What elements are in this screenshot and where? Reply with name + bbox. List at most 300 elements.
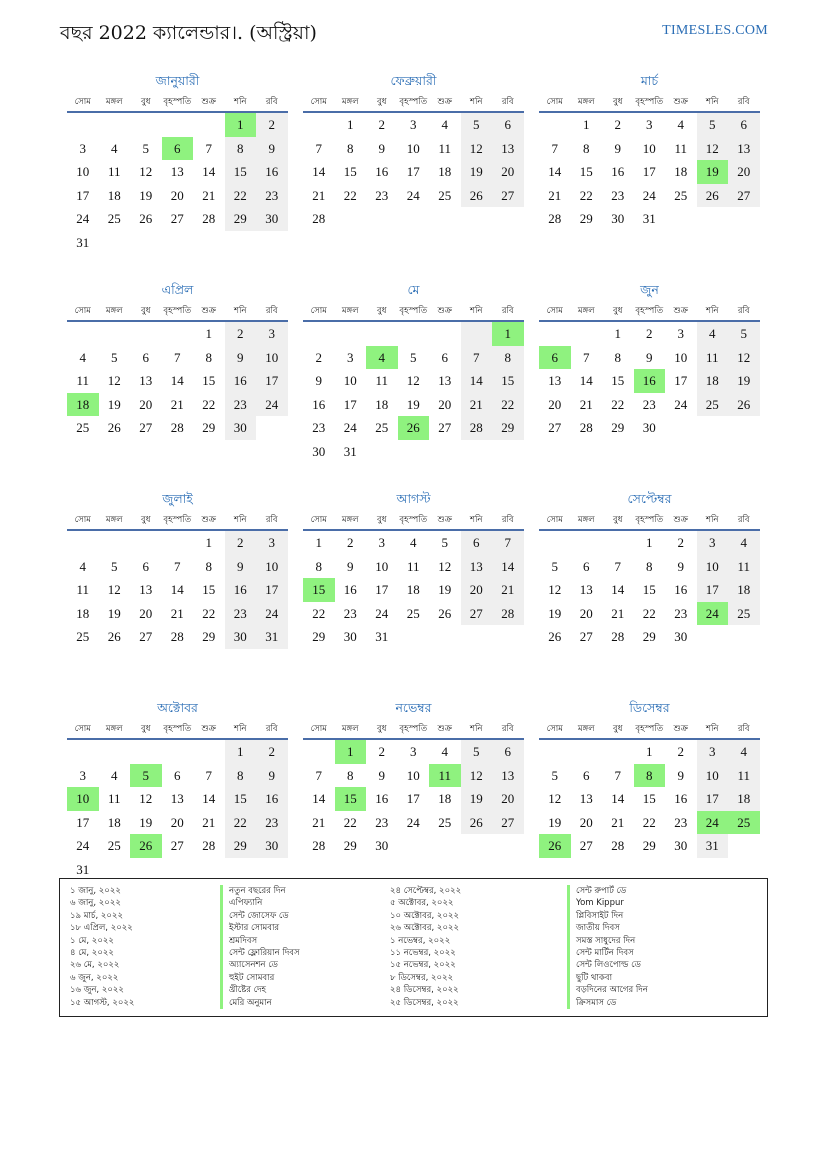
- day-cell: 9: [347, 558, 354, 574]
- day-cell: 6: [492, 113, 524, 137]
- empty-cell: [539, 322, 571, 346]
- empty-cell: [728, 207, 760, 231]
- day-cell: 30: [642, 420, 656, 436]
- empty-cell: [99, 231, 131, 255]
- day-grid: [67, 322, 288, 440]
- day-cell: 12: [697, 137, 729, 161]
- day-cell: 8: [347, 767, 354, 783]
- day-cell: 26: [461, 184, 493, 208]
- holiday-date: ১০ অক্টোবর, ২০২২: [390, 910, 460, 921]
- holiday-day: 18: [67, 393, 99, 417]
- day-cell: 1: [583, 117, 590, 132]
- day-cell: 25: [697, 393, 729, 417]
- day-cell: 12: [548, 582, 562, 598]
- day-cell: 14: [611, 791, 625, 807]
- day-cell: 24: [375, 605, 389, 621]
- day-cell: 9: [225, 346, 257, 370]
- weekday-label: বুধ: [613, 97, 623, 107]
- day-cell: 9: [677, 767, 684, 783]
- holiday-date: ৫ অক্টোবর, ২০২২: [390, 898, 454, 909]
- empty-cell: [67, 322, 99, 346]
- empty-cell: [162, 113, 194, 137]
- holiday-day: 1: [225, 113, 257, 137]
- holiday-date: ২৫ ডিসেম্বর, ২০২২: [390, 997, 459, 1008]
- empty-cell: [335, 207, 367, 231]
- day-cell: 26: [548, 629, 562, 645]
- day-cell: 15: [343, 164, 357, 180]
- day-cell: 27: [728, 184, 760, 208]
- empty-cell: [303, 740, 335, 764]
- day-cell: 3: [79, 767, 86, 783]
- day-cell: 23: [674, 814, 688, 830]
- day-cell: 11: [406, 558, 420, 574]
- day-cell: 27: [461, 602, 493, 626]
- weekday-label: শুক্র: [673, 724, 688, 734]
- holiday-date: ১ নভেম্বর, ২০২২: [390, 935, 451, 946]
- day-cell: 3: [677, 326, 684, 341]
- day-cell: 20: [139, 605, 153, 621]
- holiday-name: প্লিবিসাইট দিন: [567, 910, 648, 922]
- day-cell: 27: [139, 629, 153, 645]
- day-cell: 10: [76, 164, 90, 180]
- day-cell: 22: [312, 605, 326, 621]
- weekday-header: [539, 718, 760, 740]
- day-cell: 28: [461, 416, 493, 440]
- empty-cell: [162, 740, 194, 764]
- day-cell: 22: [343, 187, 357, 203]
- day-cell: 24: [256, 393, 288, 417]
- day-cell: 14: [170, 373, 184, 389]
- weekday-header: [67, 509, 288, 531]
- day-cell: 15: [202, 582, 216, 598]
- day-cell: 19: [548, 814, 562, 830]
- weekday-label: শনি: [705, 306, 719, 316]
- day-cell: 18: [107, 187, 121, 203]
- month-calendar: [303, 488, 524, 697]
- day-cell: 9: [378, 767, 385, 783]
- weekday-label: মঙ্গল: [577, 97, 595, 107]
- day-cell: 2: [225, 531, 257, 555]
- day-cell: 23: [343, 605, 357, 621]
- day-cell: 3: [697, 531, 729, 555]
- day-cell: 2: [378, 744, 385, 759]
- day-cell: 6: [142, 558, 149, 574]
- day-cell: 16: [343, 582, 357, 598]
- day-cell: 7: [614, 558, 621, 574]
- day-cell: 5: [410, 349, 417, 365]
- day-cell: 26: [728, 393, 760, 417]
- day-cell: 3: [79, 140, 86, 156]
- day-cell: 14: [611, 582, 625, 598]
- weekday-label: শনি: [469, 306, 483, 316]
- month-name: ফেব্রুয়ারী: [390, 73, 437, 88]
- day-cell: 24: [256, 602, 288, 626]
- empty-cell: [335, 322, 367, 346]
- holiday-legend: [59, 878, 768, 1017]
- day-cell: 27: [170, 211, 184, 227]
- day-cell: 27: [492, 184, 524, 208]
- day-cell: 12: [728, 346, 760, 370]
- day-cell: 8: [492, 346, 524, 370]
- day-cell: 31: [375, 629, 389, 645]
- day-cell: 31: [642, 211, 656, 227]
- holiday-date: ১৫ নভেম্বর, ২০২২: [390, 960, 456, 971]
- day-cell: 21: [170, 396, 184, 412]
- weekday-label: মঙ্গল: [105, 306, 123, 316]
- holiday-name: সমস্ত সাধুদের দিন: [567, 935, 648, 947]
- day-cell: 13: [170, 164, 184, 180]
- holiday-name: ইস্টার সোমবার: [220, 922, 300, 934]
- day-cell: 16: [674, 791, 688, 807]
- day-cell: 19: [107, 396, 121, 412]
- day-cell: 21: [579, 396, 593, 412]
- day-cell: 20: [438, 396, 452, 412]
- day-cell: 25: [76, 420, 90, 436]
- month-name: নভেম্বর: [395, 700, 432, 715]
- day-cell: 24: [674, 396, 688, 412]
- day-cell: 23: [225, 393, 257, 417]
- empty-cell: [130, 113, 162, 137]
- day-cell: 17: [256, 578, 288, 602]
- holiday-date: ১ মে, ২০২২: [70, 935, 114, 946]
- day-cell: 18: [438, 164, 452, 180]
- holiday-day: 8: [634, 764, 666, 788]
- day-cell: 28: [202, 211, 216, 227]
- day-cell: 4: [410, 535, 417, 550]
- month-calendar: [67, 279, 288, 488]
- day-cell: 15: [642, 791, 656, 807]
- weekday-label: শনি: [469, 515, 483, 525]
- day-cell: 14: [312, 791, 326, 807]
- empty-cell: [461, 207, 493, 231]
- weekday-label: শনি: [469, 724, 483, 734]
- empty-cell: [398, 322, 430, 346]
- day-cell: 6: [142, 349, 149, 365]
- day-cell: 10: [256, 555, 288, 579]
- day-cell: 9: [256, 137, 288, 161]
- weekday-label: শুক্র: [201, 515, 216, 525]
- day-cell: 2: [225, 322, 257, 346]
- day-cell: 27: [548, 420, 562, 436]
- weekday-label: বৃহস্পতি: [399, 515, 428, 525]
- day-cell: 18: [406, 582, 420, 598]
- empty-cell: [697, 416, 729, 440]
- weekday-label: মঙ্গল: [341, 724, 359, 734]
- day-cell: 8: [347, 140, 354, 156]
- day-cell: 6: [174, 767, 181, 783]
- weekday-label: বুধ: [377, 306, 387, 316]
- weekday-label: রবি: [501, 724, 514, 734]
- holiday-names-column: [567, 885, 648, 1009]
- day-cell: 14: [579, 373, 593, 389]
- month-calendar: [539, 697, 760, 906]
- holiday-name: শ্রমদিবস: [220, 935, 300, 947]
- weekday-label: সোম: [546, 306, 563, 316]
- day-cell: 17: [406, 791, 420, 807]
- day-cell: 23: [225, 602, 257, 626]
- day-cell: 10: [375, 558, 389, 574]
- weekday-label: শনি: [233, 515, 247, 525]
- day-cell: 28: [170, 420, 184, 436]
- holiday-day: 15: [335, 787, 367, 811]
- day-cell: 16: [256, 787, 288, 811]
- day-cell: 31: [343, 443, 357, 459]
- day-cell: 1: [225, 740, 257, 764]
- day-cell: 18: [76, 605, 90, 621]
- day-cell: 2: [347, 535, 354, 550]
- day-cell: 7: [614, 767, 621, 783]
- day-cell: 10: [343, 373, 357, 389]
- holiday-day: 1: [492, 322, 524, 346]
- holiday-date: ১৮ এপ্রিল, ২০২২: [70, 923, 133, 934]
- day-cell: 26: [438, 605, 452, 621]
- holiday-name: সেন্ট রুপার্ট ডে: [567, 885, 648, 897]
- month-calendar: [303, 70, 524, 279]
- day-cell: 1: [205, 326, 212, 341]
- month-name: ডিসেম্বর: [629, 700, 670, 715]
- day-cell: 13: [579, 582, 593, 598]
- day-grid: [67, 740, 288, 882]
- day-cell: 20: [170, 187, 184, 203]
- holiday-date: ১ জানু, ২০২২: [70, 886, 121, 896]
- day-cell: 12: [406, 373, 420, 389]
- day-cell: 24: [343, 420, 357, 436]
- day-cell: 1: [205, 535, 212, 550]
- day-cell: 4: [79, 558, 86, 574]
- day-cell: 26: [107, 629, 121, 645]
- day-cell: 22: [202, 605, 216, 621]
- weekday-label: রবি: [265, 97, 278, 107]
- day-cell: 10: [697, 764, 729, 788]
- day-cell: 20: [492, 787, 524, 811]
- weekday-label: বুধ: [613, 515, 623, 525]
- day-cell: 21: [312, 814, 326, 830]
- day-cell: 20: [461, 578, 493, 602]
- day-cell: 7: [492, 531, 524, 555]
- weekday-label: শুক্র: [437, 306, 452, 316]
- day-cell: 14: [202, 164, 216, 180]
- empty-cell: [67, 531, 99, 555]
- day-cell: 5: [728, 322, 760, 346]
- holiday-date: ৮ ডিসেম্বর, ২০২২: [390, 972, 454, 983]
- weekday-label: রবি: [501, 306, 514, 316]
- weekday-label: বৃহস্পতি: [635, 515, 664, 525]
- day-cell: 19: [728, 369, 760, 393]
- day-cell: 28: [312, 838, 326, 854]
- weekday-label: বৃহস্পতি: [635, 306, 664, 316]
- day-cell: 30: [611, 211, 625, 227]
- weekday-label: সোম: [546, 515, 563, 525]
- weekday-label: সোম: [310, 97, 327, 107]
- weekday-label: রবি: [265, 724, 278, 734]
- empty-cell: [665, 416, 697, 440]
- day-cell: 24: [642, 187, 656, 203]
- empty-cell: [366, 322, 398, 346]
- day-grid: [67, 531, 288, 649]
- holiday-date: ২৪ সেপ্টেম্বর, ২০২২: [390, 886, 462, 896]
- empty-cell: [602, 740, 634, 764]
- holiday-day: 26: [130, 834, 162, 858]
- day-cell: 25: [728, 602, 760, 626]
- day-cell: 2: [315, 349, 322, 365]
- day-cell: 11: [76, 582, 90, 598]
- empty-cell: [665, 207, 697, 231]
- day-cell: 3: [410, 744, 417, 759]
- day-cell: 24: [76, 211, 90, 227]
- day-cell: 17: [76, 814, 90, 830]
- weekday-label: সোম: [310, 724, 327, 734]
- holiday-date: ১১ নভেম্বর, ২০২২: [390, 947, 456, 958]
- weekday-label: বৃহস্পতি: [163, 97, 192, 107]
- empty-cell: [99, 113, 131, 137]
- day-cell: 29: [492, 416, 524, 440]
- holiday-day: 10: [67, 787, 99, 811]
- day-cell: 16: [225, 369, 257, 393]
- day-cell: 20: [579, 814, 593, 830]
- day-cell: 30: [312, 443, 326, 459]
- month-calendar: [303, 697, 524, 906]
- weekday-header: [67, 718, 288, 740]
- holiday-date: ৬ জানু, ২০২২: [70, 898, 121, 909]
- empty-cell: [67, 113, 99, 137]
- month-name: এপ্রিল: [161, 282, 194, 297]
- day-cell: 23: [256, 811, 288, 835]
- day-cell: 9: [315, 373, 322, 389]
- holiday-names-column: [220, 885, 300, 1009]
- day-cell: 25: [438, 187, 452, 203]
- empty-cell: [429, 322, 461, 346]
- day-cell: 4: [677, 117, 684, 132]
- weekday-label: সোম: [74, 724, 91, 734]
- day-cell: 3: [256, 322, 288, 346]
- holiday-day: 6: [162, 137, 194, 161]
- holiday-name: ক্রিসমাস ডে: [567, 997, 648, 1009]
- empty-cell: [130, 231, 162, 255]
- day-cell: 24: [76, 838, 90, 854]
- day-cell: 1: [646, 535, 653, 550]
- month-calendar: [539, 70, 760, 279]
- day-cell: 26: [461, 811, 493, 835]
- holiday-day: 11: [429, 764, 461, 788]
- day-cell: 7: [551, 140, 558, 156]
- day-cell: 23: [642, 396, 656, 412]
- day-cell: 21: [202, 814, 216, 830]
- day-cell: 30: [674, 629, 688, 645]
- day-grid: [539, 322, 760, 440]
- day-cell: 15: [492, 369, 524, 393]
- day-cell: 22: [225, 184, 257, 208]
- holiday-day: 1: [335, 740, 367, 764]
- holiday-date: ১৫ আগস্ট, ২০২২: [70, 997, 135, 1008]
- holiday-date: ২৪ ডিসেম্বর, ২০২২: [390, 985, 459, 996]
- day-cell: 15: [225, 787, 257, 811]
- weekday-label: সোম: [74, 97, 91, 107]
- weekday-label: বুধ: [141, 724, 151, 734]
- weekday-label: বুধ: [613, 306, 623, 316]
- empty-cell: [429, 440, 461, 464]
- day-cell: 18: [697, 369, 729, 393]
- day-cell: 29: [225, 834, 257, 858]
- day-cell: 25: [438, 814, 452, 830]
- day-cell: 18: [375, 396, 389, 412]
- day-cell: 22: [202, 396, 216, 412]
- day-cell: 5: [461, 740, 493, 764]
- weekday-label: শুক্র: [437, 515, 452, 525]
- day-grid: [67, 113, 288, 255]
- holiday-name: মেরি অনুমান: [220, 997, 300, 1009]
- empty-cell: [461, 440, 493, 464]
- day-cell: 14: [492, 555, 524, 579]
- empty-cell: [728, 416, 760, 440]
- day-cell: 20: [170, 814, 184, 830]
- day-cell: 16: [674, 582, 688, 598]
- day-cell: 19: [461, 160, 493, 184]
- day-cell: 11: [375, 373, 389, 389]
- day-cell: 28: [611, 838, 625, 854]
- empty-cell: [366, 440, 398, 464]
- empty-cell: [303, 322, 335, 346]
- day-cell: 9: [646, 349, 653, 365]
- day-grid: [303, 531, 524, 649]
- day-cell: 23: [312, 420, 326, 436]
- holiday-dates-column: [70, 885, 134, 1009]
- day-cell: 3: [646, 117, 653, 132]
- day-cell: 28: [548, 211, 562, 227]
- day-cell: 8: [315, 558, 322, 574]
- empty-cell: [429, 207, 461, 231]
- month-calendar: [67, 488, 288, 697]
- day-cell: 17: [642, 164, 656, 180]
- day-cell: 27: [170, 838, 184, 854]
- month-calendar: [67, 697, 288, 906]
- empty-cell: [492, 625, 524, 649]
- day-cell: 19: [438, 582, 452, 598]
- holiday-name: অ্যাসেনশন ডে: [220, 959, 300, 971]
- empty-cell: [539, 113, 571, 137]
- weekday-label: সোম: [310, 515, 327, 525]
- day-cell: 7: [583, 349, 590, 365]
- weekday-header: [67, 91, 288, 113]
- site-link[interactable]: TIMESLES.COM: [662, 23, 768, 38]
- day-cell: 13: [728, 137, 760, 161]
- weekday-header: [539, 509, 760, 531]
- day-cell: 17: [697, 787, 729, 811]
- day-cell: 17: [375, 582, 389, 598]
- weekday-label: রবি: [737, 306, 750, 316]
- empty-cell: [492, 440, 524, 464]
- holiday-name: সেন্ট মার্টিন দিবস: [567, 947, 648, 959]
- day-grid: [539, 740, 760, 858]
- holiday-date: ২৬ অক্টোবর, ২০২২: [390, 923, 460, 934]
- day-cell: 3: [697, 740, 729, 764]
- empty-cell: [162, 231, 194, 255]
- holiday-name: বড়দিনের আগের দিন: [567, 984, 648, 996]
- weekday-label: বৃহস্পতি: [399, 306, 428, 316]
- empty-cell: [492, 207, 524, 231]
- day-cell: 3: [256, 531, 288, 555]
- weekday-header: [303, 509, 524, 531]
- weekday-label: বুধ: [377, 515, 387, 525]
- day-cell: 13: [139, 582, 153, 598]
- day-cell: 7: [174, 349, 181, 365]
- holiday-day: 24: [697, 602, 729, 626]
- day-cell: 12: [461, 764, 493, 788]
- empty-cell: [461, 625, 493, 649]
- month-name: জুন: [640, 282, 659, 297]
- day-cell: 14: [548, 164, 562, 180]
- weekday-label: শনি: [233, 724, 247, 734]
- empty-cell: [130, 740, 162, 764]
